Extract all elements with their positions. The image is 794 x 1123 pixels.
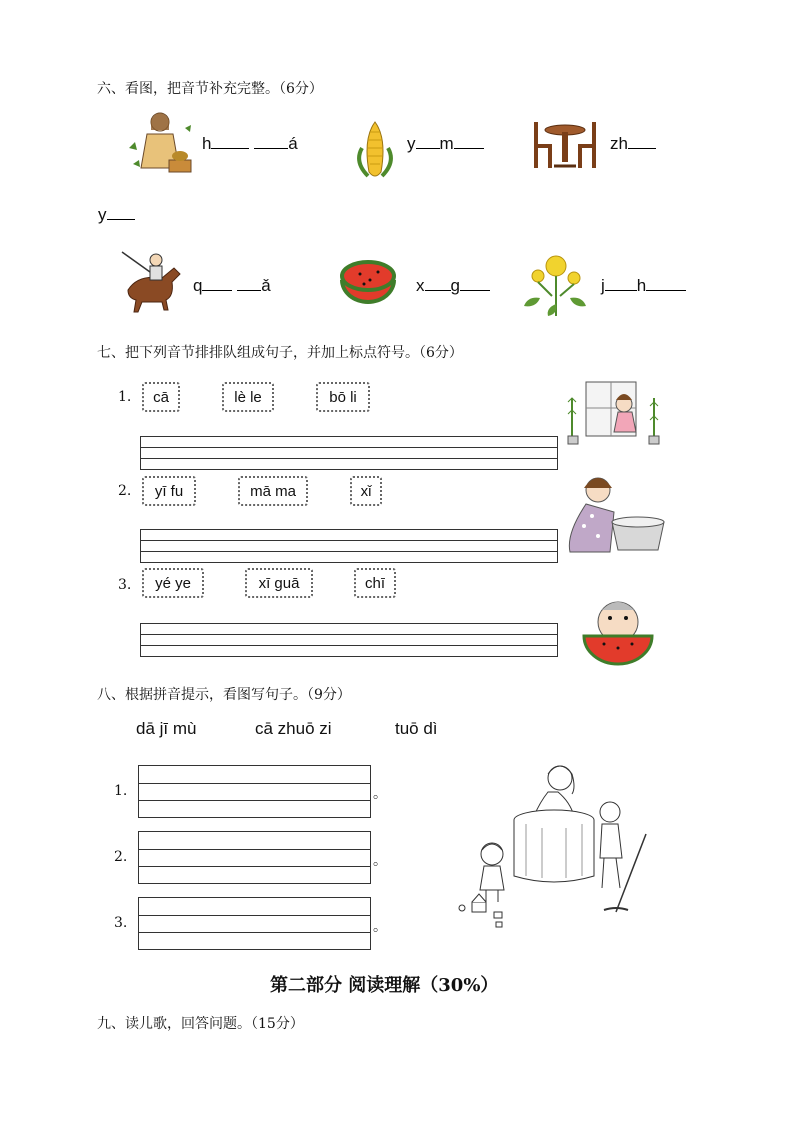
section-8-heading: 八、根据拼音提示，看图写句子。（9分） [97, 687, 351, 703]
hint-2: cā zhuō zi [255, 719, 332, 738]
row-number: 1. [118, 389, 132, 405]
row-number: 1. [114, 783, 128, 799]
syllable-7: j h [601, 276, 686, 296]
blank[interactable] [460, 276, 490, 291]
blank[interactable] [416, 134, 440, 149]
section-7-heading: 七、把下列音节排排队组成句子，并加上标点符号。（6分） [97, 345, 463, 361]
chrysanthemum-icon [520, 254, 590, 318]
answer-lines[interactable] [138, 765, 371, 818]
pinyin-card[interactable]: yī fu [142, 476, 196, 506]
row-number: 3. [114, 915, 128, 931]
answer-lines[interactable] [138, 897, 371, 950]
watermelon-icon [336, 258, 400, 308]
section-6-heading: 六、看图，把音节补充完整。（6分） [97, 81, 323, 97]
blank[interactable] [254, 134, 288, 149]
period: 。 [373, 853, 387, 869]
blank[interactable] [628, 134, 656, 149]
syllable-1: h á [202, 134, 298, 153]
blank[interactable] [237, 276, 261, 291]
row-number: 2. [114, 849, 128, 865]
part-2-title: 第二部分 阅读理解（30%） [270, 975, 499, 996]
pinyin-card[interactable]: lè le [222, 382, 274, 412]
syllable-6: x g [416, 276, 490, 296]
syllable-3: zh [610, 134, 656, 154]
row-number: 3. [118, 577, 132, 593]
blank[interactable] [202, 276, 232, 291]
answer-lines[interactable] [138, 831, 371, 884]
pinyin-card[interactable]: xǐ [350, 476, 382, 506]
blank[interactable] [211, 134, 249, 149]
syllable-4: y [98, 205, 135, 225]
pinyin-card[interactable]: mā ma [238, 476, 308, 506]
syllable-5: q ǎ [193, 276, 271, 295]
section-9-heading: 九、读儿歌，回答问题。（15分） [97, 1016, 304, 1032]
girl-with-tea-icon [125, 108, 195, 180]
hint-1: dā jī mù [136, 719, 197, 738]
table-and-chairs-icon [532, 118, 598, 170]
blank[interactable] [605, 276, 637, 291]
girl-washing-clothes-icon [564, 470, 666, 556]
girl-cleaning-window-icon [562, 378, 664, 446]
hint-3: tuō dì [395, 719, 438, 738]
row-number: 2. [118, 483, 132, 499]
grandpa-eating-watermelon-icon [580, 596, 656, 670]
syllable-2: y m [407, 134, 484, 154]
blank[interactable] [454, 134, 484, 149]
pinyin-card[interactable]: chī [354, 568, 396, 598]
pinyin-card[interactable]: cā [142, 382, 180, 412]
pinyin-card[interactable]: xī guā [245, 568, 313, 598]
period: 。 [373, 919, 387, 935]
corn-icon [352, 118, 398, 180]
blank[interactable] [646, 276, 686, 291]
answer-lines[interactable] [140, 529, 558, 563]
answer-lines[interactable] [140, 623, 558, 657]
answer-lines[interactable] [140, 436, 558, 470]
pinyin-card[interactable]: bō li [316, 382, 370, 412]
pinyin-card[interactable]: yé ye [142, 568, 204, 598]
blank[interactable] [425, 276, 451, 291]
horse-rider-icon [118, 250, 188, 312]
period: 。 [373, 786, 387, 802]
blank[interactable] [107, 205, 135, 220]
family-cleaning-scene-icon [456, 762, 652, 932]
